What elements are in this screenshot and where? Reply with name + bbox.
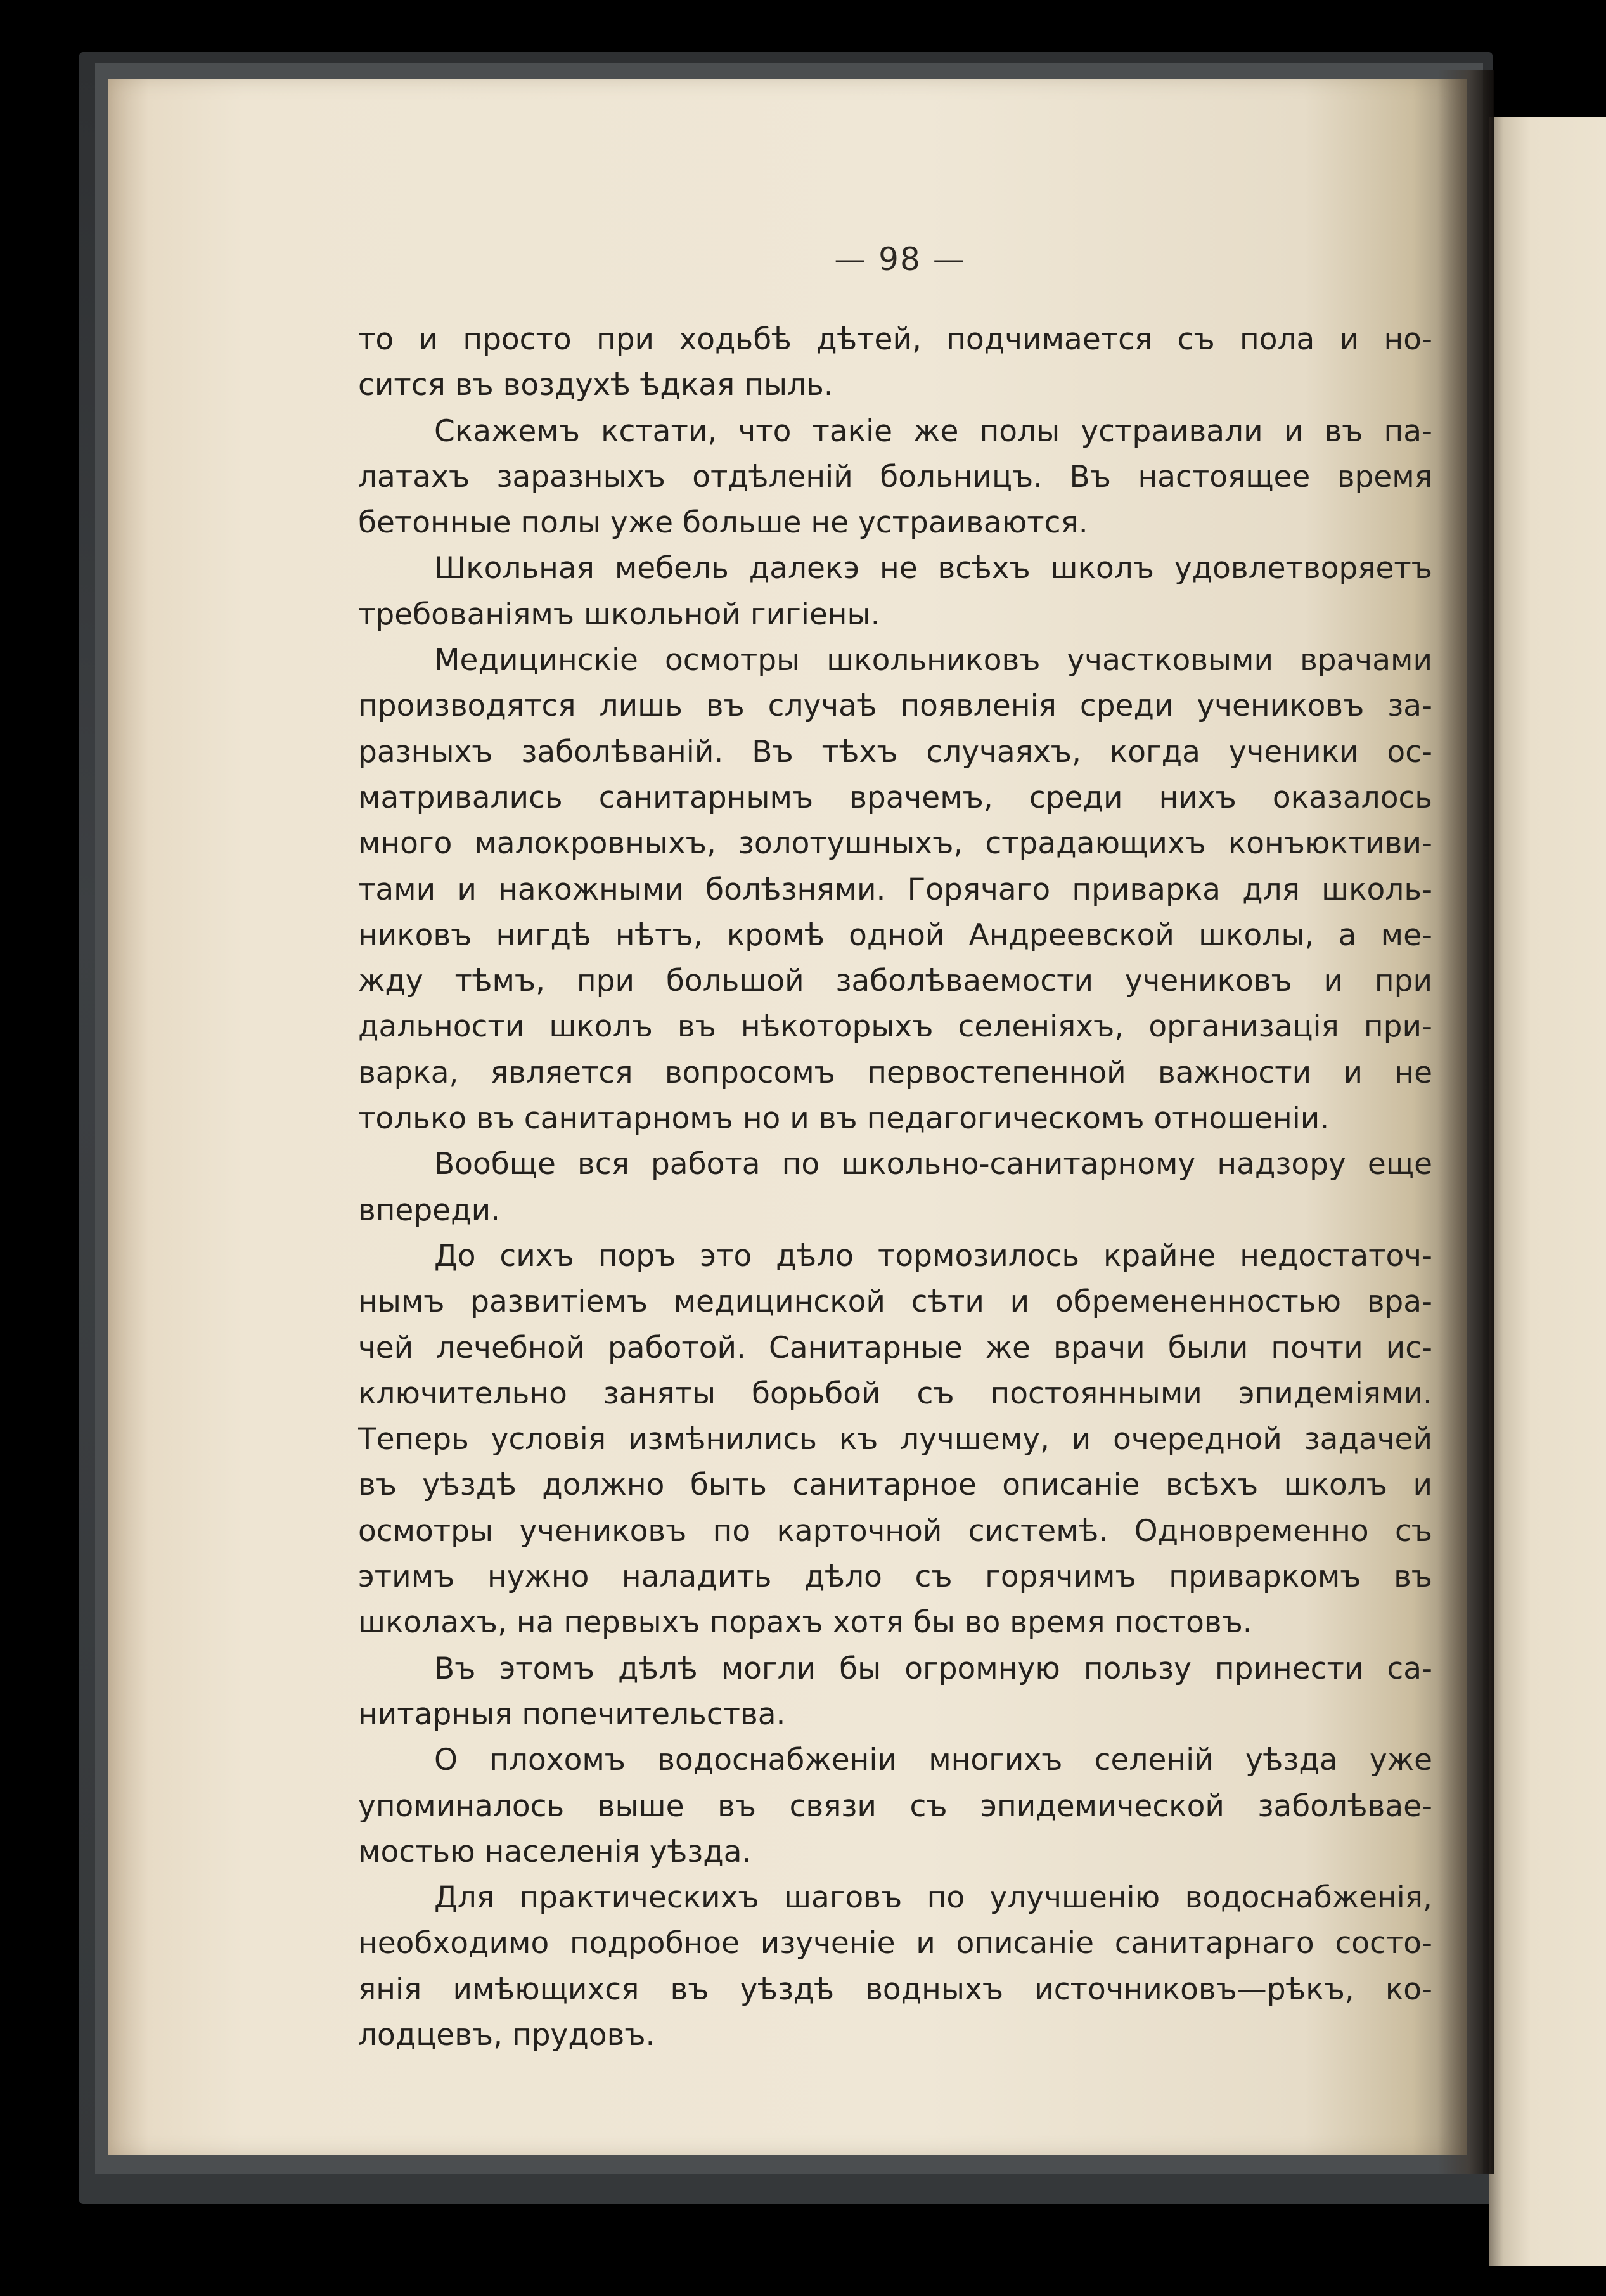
text-line: необходимо подробное изученіе и описаніе санитарнаго состо- (358, 1926, 1432, 1961)
text-line: До сихъ поръ это дѣло тормозилось крайне недостаточ- (434, 1238, 1432, 1274)
text-line: ключительно заняты борьбой съ постоянными эпидеміями. (358, 1376, 1432, 1411)
text-line: жду тѣмъ, при большой заболѣваемости учениковъ и при (358, 964, 1432, 999)
paragraph (358, 317, 1432, 409)
text-line: школахъ, на первыхъ порахъ хотя бы во время постовъ. (358, 1605, 1252, 1641)
text-line: О плохомъ водоснабженіи многихъ селеній уѣзда уже (434, 1743, 1432, 1778)
paragraph (358, 409, 1432, 546)
text-line: янія имѣющихся въ уѣздѣ водныхъ источниковъ—рѣкъ, ко- (358, 1971, 1432, 2007)
text-line: нымъ развитіемъ медицинской сѣти и обремененностью вра- (358, 1284, 1432, 1320)
text-line: бетонные полы уже больше не устраиваются. (358, 505, 1088, 541)
text-line: Для практическихъ шаговъ по улучшенію водоснабженія, (434, 1880, 1432, 1916)
paragraph (358, 1738, 1432, 1875)
text-line: то и просто при ходьбѣ дѣтей, подчимается съ пола и но- (358, 322, 1432, 357)
text-line: много малокровныхъ, золотушныхъ, страдающихъ конъюктиви- (358, 826, 1432, 861)
page-number: — 98 — (834, 241, 966, 278)
text-line: Въ этомъ дѣлѣ могли бы огромную пользу принести са- (434, 1651, 1432, 1686)
text-line: осмотры учениковъ по карточной системѣ. Одновременно съ (358, 1513, 1432, 1549)
text-line: производятся лишь въ случаѣ появленія среди учениковъ за- (358, 688, 1432, 724)
paragraph (358, 1234, 1432, 1646)
text-line: Медицинскіе осмотры школьниковъ участковыми врачами (434, 643, 1432, 678)
text-line: чей лечебной работой. Санитарные же врачи были почти ис- (358, 1330, 1432, 1365)
text-line: впереди. (358, 1192, 501, 1228)
text-line: въ уѣздѣ должно быть санитарное описаніе всѣхъ школъ и (358, 1467, 1432, 1503)
text-line: разныхъ заболѣваній. Въ тѣхъ случаяхъ, когда ученики ос- (358, 734, 1432, 770)
text-line: сится въ воздухѣ ѣдкая пыль. (358, 368, 833, 403)
paragraph (358, 638, 1432, 1142)
text-line: Школьная мебель далекэ не всѣхъ школъ удовлетворяетъ (434, 551, 1432, 586)
text-line: никовъ нигдѣ нѣтъ, кромѣ одной Андреевской школы, а ме- (358, 917, 1432, 953)
paragraph (358, 546, 1432, 638)
text-line: Скажемъ кстати, что такіе же полы устраивали и въ па- (434, 413, 1432, 449)
right-page (1489, 117, 1606, 2266)
text-line: мостью населенія уѣзда. (358, 1834, 752, 1869)
text-line: лодцевъ, прудовъ. (358, 2017, 655, 2053)
text-line: требованіямъ школьной гигіены. (358, 597, 880, 632)
text-line: варка, является вопросомъ первостепенной важности и не (358, 1055, 1432, 1090)
paragraph (358, 1875, 1432, 2058)
text-line: дальности школъ въ нѣкоторыхъ селеніяхъ, организація при- (358, 1009, 1432, 1045)
text-line: Теперь условія измѣнились къ лучшему, и очередной задачей (358, 1422, 1432, 1457)
text-line: матривались санитарнымъ врачемъ, среди нихъ оказалось (358, 780, 1432, 815)
text-line: нитарныя попечительства. (358, 1696, 786, 1732)
page-gutter-shadow (1437, 70, 1494, 2174)
paragraph (358, 1646, 1432, 1738)
text-line: Вообще вся работа по школьно-санитарному надзору еще (434, 1147, 1432, 1182)
text-line: тами и накожными болѣзнями. Горячаго приварка для школь- (358, 872, 1432, 907)
paragraph (358, 1142, 1432, 1234)
page-body-text (358, 317, 1432, 2058)
text-line: только въ санитарномъ но и въ педагогическомъ отношеніи. (358, 1101, 1330, 1137)
text-line: латахъ заразныхъ отдѣленій больницъ. Въ настоящее время (358, 459, 1432, 494)
text-line: этимъ нужно наладить дѣло съ горячимъ приваркомъ въ (358, 1559, 1432, 1595)
text-line: упоминалось выше въ связи съ эпидемической заболѣвае- (358, 1788, 1432, 1824)
